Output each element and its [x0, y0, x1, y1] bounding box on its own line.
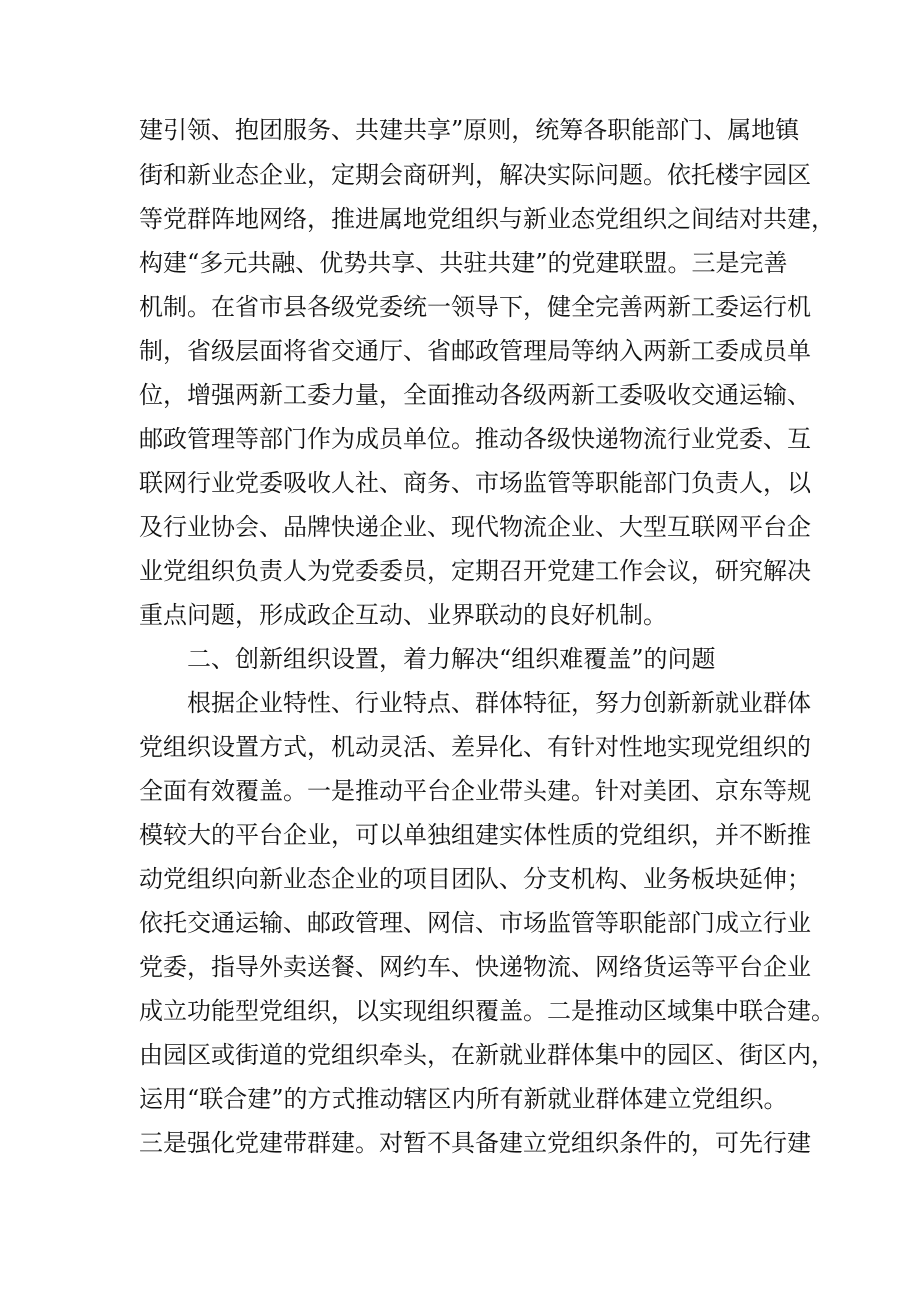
- paragraph-line: 街和新业态企业，定期会商研判，解决实际问题。依托楼宇园区: [139, 161, 811, 189]
- paragraph-line: 根据企业特性、行业特点、群体特征，努力创新新就业群体: [187, 689, 811, 717]
- paragraph-line: 三是强化党建带群建。对暂不具备建立党组织条件的，可先行建: [139, 1129, 811, 1157]
- paragraph-line: 党组织设置方式，机动灵活、差异化、有针对性地实现党组织的: [139, 733, 811, 761]
- section-heading: 二、创新组织设置，着力解决“组织难覆盖”的问题: [187, 645, 716, 673]
- paragraph-line: 动党组织向新业态企业的项目团队、分支机构、业务板块延伸；: [139, 865, 811, 893]
- paragraph-line: 成立功能型党组织，以实现组织覆盖。二是推动区域集中联合建。: [139, 997, 835, 1025]
- paragraph-line: 重点问题，形成政企互动、业界联动的良好机制。: [139, 601, 667, 629]
- paragraph-line: 由园区或街道的党组织牵头，在新就业群体集中的园区、街区内，: [139, 1041, 835, 1069]
- paragraph-line: 运用“联合建”的方式推动辖区内所有新就业群体建立党组织。: [139, 1085, 788, 1113]
- paragraph-line: 位，增强两新工委力量，全面推动各级两新工委吸收交通运输、: [139, 381, 811, 409]
- paragraph-line: 全面有效覆盖。一是推动平台企业带头建。针对美团、京东等规: [139, 777, 811, 805]
- paragraph-line: 制，省级层面将省交通厅、省邮政管理局等纳入两新工委成员单: [139, 337, 811, 365]
- paragraph-line: 业党组织负责人为党委委员，定期召开党建工作会议，研究解决: [139, 557, 811, 585]
- paragraph-line: 联网行业党委吸收人社、商务、市场监管等职能部门负责人，以: [139, 469, 811, 497]
- paragraph-line: 建引领、抱团服务、共建共享”原则，统筹各职能部门、属地镇: [139, 116, 800, 144]
- paragraph-line: 及行业协会、品牌快递企业、现代物流企业、大型互联网平台企: [139, 513, 811, 541]
- paragraph-line: 党委，指导外卖送餐、网约车、快递物流、网络货运等平台企业: [139, 953, 811, 981]
- paragraph-line: 模较大的平台企业，可以单独组建实体性质的党组织，并不断推: [139, 821, 811, 849]
- paragraph-line: 依托交通运输、邮政管理、网信、市场监管等职能部门成立行业: [139, 909, 811, 937]
- paragraph-line: 邮政管理等部门作为成员单位。推动各级快递物流行业党委、互: [139, 425, 811, 453]
- paragraph-line: 机制。在省市县各级党委统一领导下，健全完善两新工委运行机: [139, 293, 811, 321]
- paragraph-line: 等党群阵地网络，推进属地党组织与新业态党组织之间结对共建，: [139, 205, 835, 233]
- paragraph-line: 构建“多元共融、优势共享、共驻共建”的党建联盟。三是完善: [139, 249, 788, 277]
